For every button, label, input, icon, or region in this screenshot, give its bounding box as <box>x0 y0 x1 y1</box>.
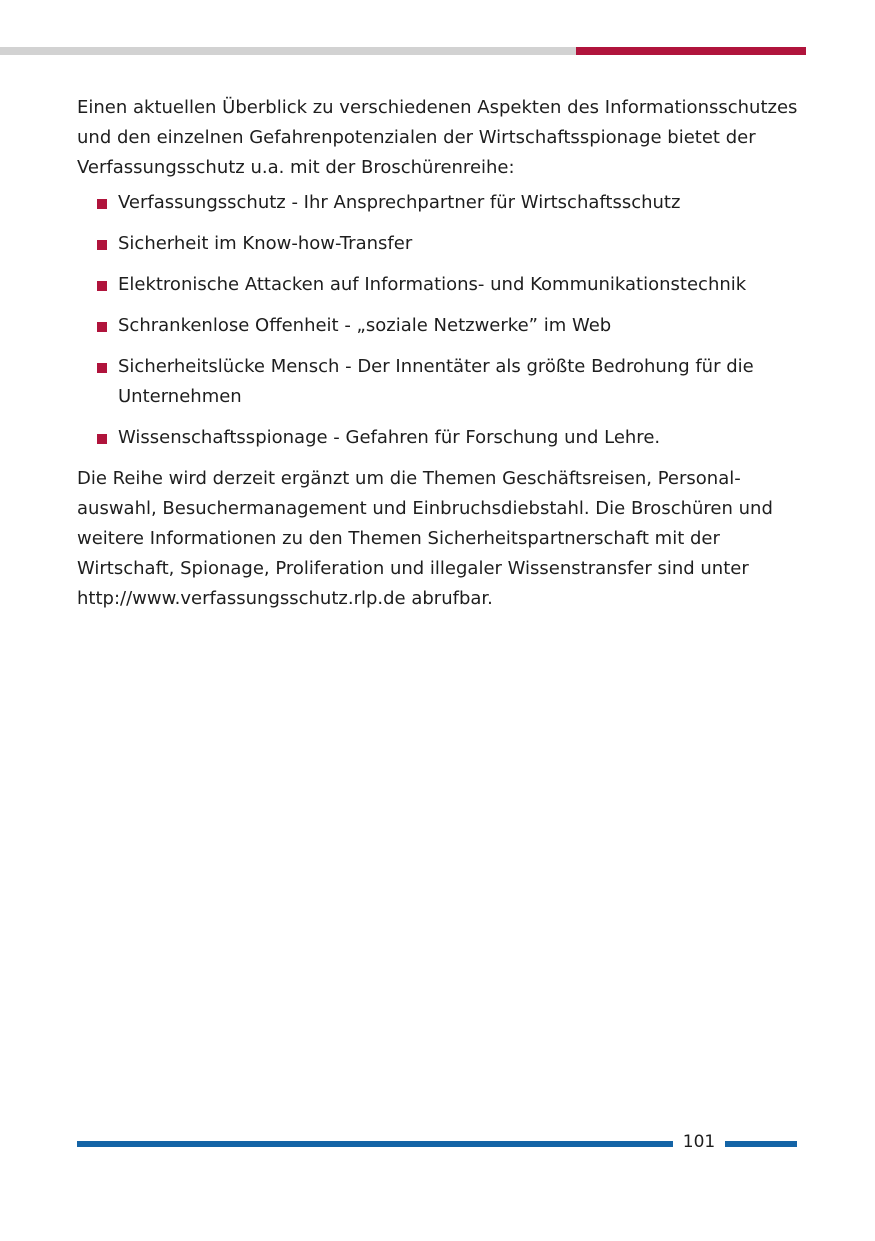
list-item <box>77 188 812 218</box>
header-rule-red <box>576 47 806 55</box>
square-bullet-icon <box>97 199 107 209</box>
square-bullet-icon <box>97 322 107 332</box>
list-item <box>77 311 812 341</box>
footer-rule-left <box>77 1141 673 1147</box>
list-item-text: Schrankenlose Offenheit - „soziale Netzwerke” im Web <box>118 315 612 336</box>
square-bullet-icon <box>97 363 107 373</box>
list-item-text: Elektronische Attacken auf Informations- und Kommunikationstechnik <box>118 274 747 295</box>
list-item-text: Sicherheitslücke Mensch - Der Innentäter als größte Bedrohung für die Unternehmen <box>118 356 754 407</box>
page-content <box>77 93 812 614</box>
list-item-text: Sicherheit im Know-how-Transfer <box>118 233 413 254</box>
square-bullet-icon <box>97 281 107 291</box>
page-number: 101 <box>682 1132 716 1152</box>
intro-paragraph: Einen aktuellen Überblick zu verschiedenen Aspekten des Informationsschutzes und den einzelnen Gefahrenpotenzialen der Wirtschaftsspionage bietet der Verfassungsschutz u.a. mit der Broschürenreihe: <box>77 97 798 178</box>
square-bullet-icon <box>97 240 107 250</box>
square-bullet-icon <box>97 434 107 444</box>
list-item-text: Verfassungsschutz - Ihr Ansprechpartner für Wirtschaftsschutz <box>118 192 681 213</box>
list-item <box>77 352 812 412</box>
list-item <box>77 423 812 453</box>
list-item <box>77 229 812 259</box>
brochure-list <box>77 188 812 453</box>
closing-paragraph: Die Reihe wird derzeit ergänzt um die Themen Geschäftsreisen, Personal-auswahl, Besuchermanagement und Einbruchsdiebstahl. Die Broschüren und weitere Informationen zu den Themen Sicherheitspartnerschaft mit der Wirtschaft, Spionage, Proliferation und illegaler Wissenstransfer sind unter http://www.verfassungsschutz.rlp.de abrufbar. <box>77 468 773 609</box>
footer-rule-right <box>725 1141 797 1147</box>
header-rule-grey <box>0 47 576 55</box>
list-item-text: Wissenschaftsspionage - Gefahren für Forschung und Lehre. <box>118 427 661 448</box>
list-item <box>77 270 812 300</box>
